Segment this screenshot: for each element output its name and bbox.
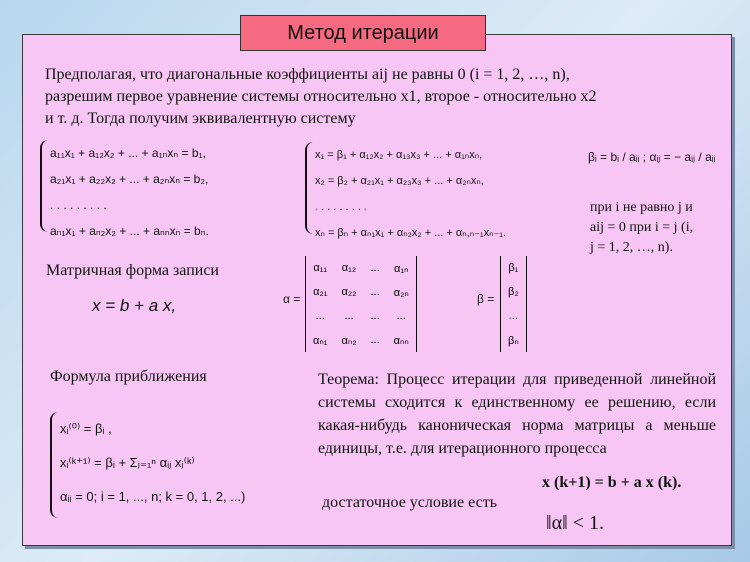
matrix-cell: αₙ₁ xyxy=(313,334,328,347)
condition-line-3: j = 1, 2, …, n). xyxy=(590,240,673,255)
formula-row: xᵢ⁽⁰⁾ = βᵢ , xyxy=(60,421,112,436)
intro-line-2: разрешим первое уравнение системы относительно x1, второе - относительно x2 xyxy=(45,88,597,105)
matrix-cell: α₁₁ xyxy=(313,262,328,274)
coefficient-formulas: βᵢ = bᵢ / aᵢᵢ ; αᵢⱼ = − aᵢⱼ / aᵢᵢ xyxy=(588,150,716,164)
intro-text xyxy=(45,64,715,130)
matrix-cell: ... xyxy=(370,334,380,346)
equivalent-system xyxy=(305,142,585,239)
equation-row: x₂ = β₂ + α₂₁x₁ + α₂₃x₃ + ... + α₂ₙxₙ, xyxy=(315,175,484,187)
matrix-cell: αₙₙ xyxy=(393,334,409,347)
equation-row: . . . . . . . . . xyxy=(50,198,107,212)
iteration-formula: x (k+1) = b + a x (k). xyxy=(542,474,682,491)
matrix-cell: ... xyxy=(370,286,380,298)
matrix-cell: α₂ₙ xyxy=(393,286,409,299)
beta-matrix xyxy=(500,256,527,352)
norm-condition: ‖α‖ < 1. xyxy=(546,512,604,534)
sufficient-condition-label: достаточное условие есть xyxy=(322,494,497,511)
beta-label: β = xyxy=(477,292,495,306)
formula-row: xᵢ⁽ᵏ⁺¹⁾ = βᵢ + Σⱼ₌₁ⁿ αᵢⱼ xⱼ⁽ᵏ⁾ xyxy=(60,455,195,470)
equation-row: a₂₁x₁ + a₂₂x₂ + ... + a₂ₙxₙ = b₂, xyxy=(50,172,209,186)
equation-row: aₙ₁x₁ + aₙ₂x₂ + ... + aₙₙxₙ = bₙ. xyxy=(50,224,209,238)
condition-line-2: aij = 0 при i = j (i, xyxy=(590,220,694,235)
equation-row: . . . . . . . . . xyxy=(315,201,367,213)
matrix-cell: β₂ xyxy=(508,286,519,298)
original-system xyxy=(40,140,280,238)
matrix-cell: ... xyxy=(370,262,380,274)
matrix-cell: ... xyxy=(315,310,325,322)
equation-row: xₙ = βₙ + αₙ₁x₁ + αₙ₂x₂ + ... + αₙ,ₙ₋₁xₙ₋₁. xyxy=(315,227,507,239)
condition-text xyxy=(590,198,720,258)
formula-row: αᵢᵢ = 0; i = 1, ..., n; k = 0, 1, 2, ...) xyxy=(60,489,246,504)
slide-title: Метод итерации xyxy=(240,15,486,51)
equation-row: x₁ = β₁ + α₁₂x₂ + α₁₃x₃ + ... + α₁ₙxₙ, xyxy=(315,149,483,161)
alpha-label: α = xyxy=(283,292,301,306)
alpha-matrix xyxy=(305,256,417,352)
matrix-cell: ... xyxy=(370,310,380,322)
matrix-cell: αₙ₂ xyxy=(341,334,357,347)
matrix-cell: β₁ xyxy=(508,262,519,274)
matrix-cell: ... xyxy=(508,310,518,322)
matrix-cell: ... xyxy=(344,310,354,322)
matrix-cell: α₁₂ xyxy=(341,262,357,274)
equation-row: a₁₁x₁ + a₁₂x₂ + ... + a₁ₙxₙ = b₁, xyxy=(50,146,206,160)
matrix-cell: α₂₂ xyxy=(341,286,357,298)
matrix-equation: x = b + a x, xyxy=(92,296,177,315)
matrix-cell: ... xyxy=(396,310,406,322)
approximation-formula xyxy=(50,412,315,518)
approximation-label: Формула приближения xyxy=(50,368,207,385)
matrix-cell: βₙ xyxy=(508,334,519,347)
matrix-cell: α₂₁ xyxy=(313,286,328,298)
theorem-text: Теорема: Процесс итерации для приведенной линейной системы сходится к единственному ее решению, если какая-нибудь каноническая норма матрицы а меньше единицы, т.е. для итерационного процесса xyxy=(318,371,716,457)
matrix-cell: α₁ₙ xyxy=(393,262,409,275)
matrix-form-label: Матричная форма записи xyxy=(46,262,219,279)
intro-line-3: и т. д. Тогда получим эквивалентную систему xyxy=(45,110,356,127)
intro-line-1: Предполагая, что диагональные коэффициенты aij не равны 0 (i = 1, 2, …, n), xyxy=(45,66,570,83)
condition-line-1: при i не равно j и xyxy=(590,200,693,215)
